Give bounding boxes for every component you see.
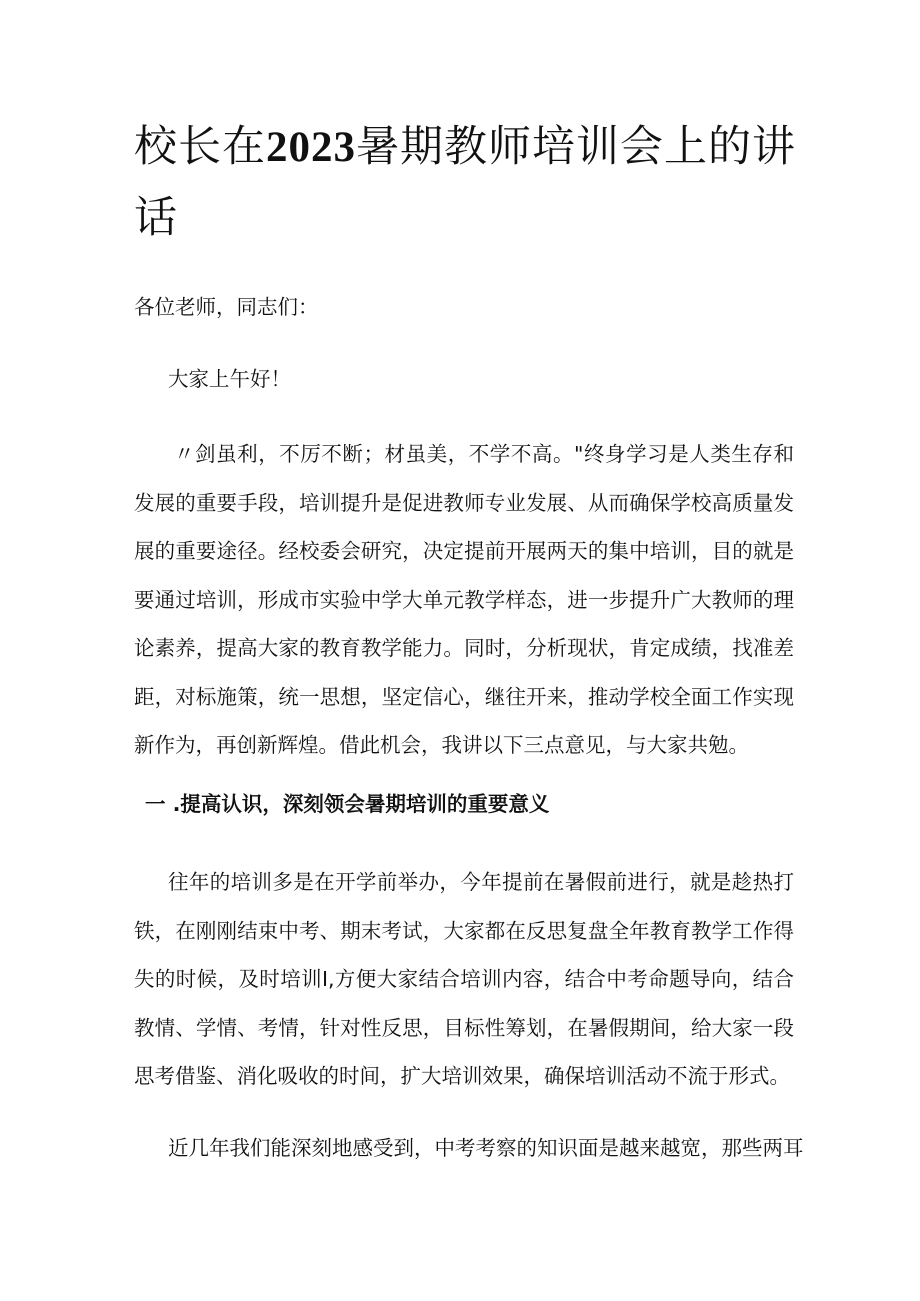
title-prefix: 校长在 [134,122,266,172]
paragraph-intro: 〃剑虽利，不厉不断；材虽美，不学不高。"终身学习是人类生存和发展的重要手段，培训提升是促进教师专业发展、从而确保学校高质量发展的重要途径。经校委会研究，决定提前开展两天的集中培训，目的就是要通过培训，形成市实验中学大单元教学样态，进一步提升广大教师的理论素养，提高大家的教育教学能力。同时，分析现状，肯定成绩，找准差距，对标施策，统一思想，坚定信心，继往开来，推动学校全面工作实现新作为，再创新辉煌。借此机会，我讲以下三点意见，与大家共勉。 [134,442,794,757]
title-suffix: 暑期教师培训会上的讲话 [134,122,796,243]
section-heading-1: 一 .提高认识，深刻领会暑期培训的重要意义 [145,792,550,816]
salutation: 各位老师，同志们： [134,295,319,319]
title-year: 2023 [266,124,356,171]
document-title [134,112,804,253]
paragraph-training-timing: 往年的培训多是在开学前举办，今年提前在暑假前进行，就是趁热打铁，在刚刚结束中考、期末考试，大家都在反思复盘全年教育教学工作得失的时候，及时培训I,方便大家结合培训内容，结合中考命题导向，结合教情、学情、考情，针对性反思，目标性筹划，在暑假期间，给大家一段思考借鉴、消化吸收的时间，扩大培训效果，确保培训活动不流于形式。 [134,870,794,1088]
paragraph-exam-scope: 近几年我们能深刻地感受到，中考考察的知识面是越来越宽，那些两耳 [168,1136,804,1160]
greeting: 大家上午好！ [168,367,291,391]
